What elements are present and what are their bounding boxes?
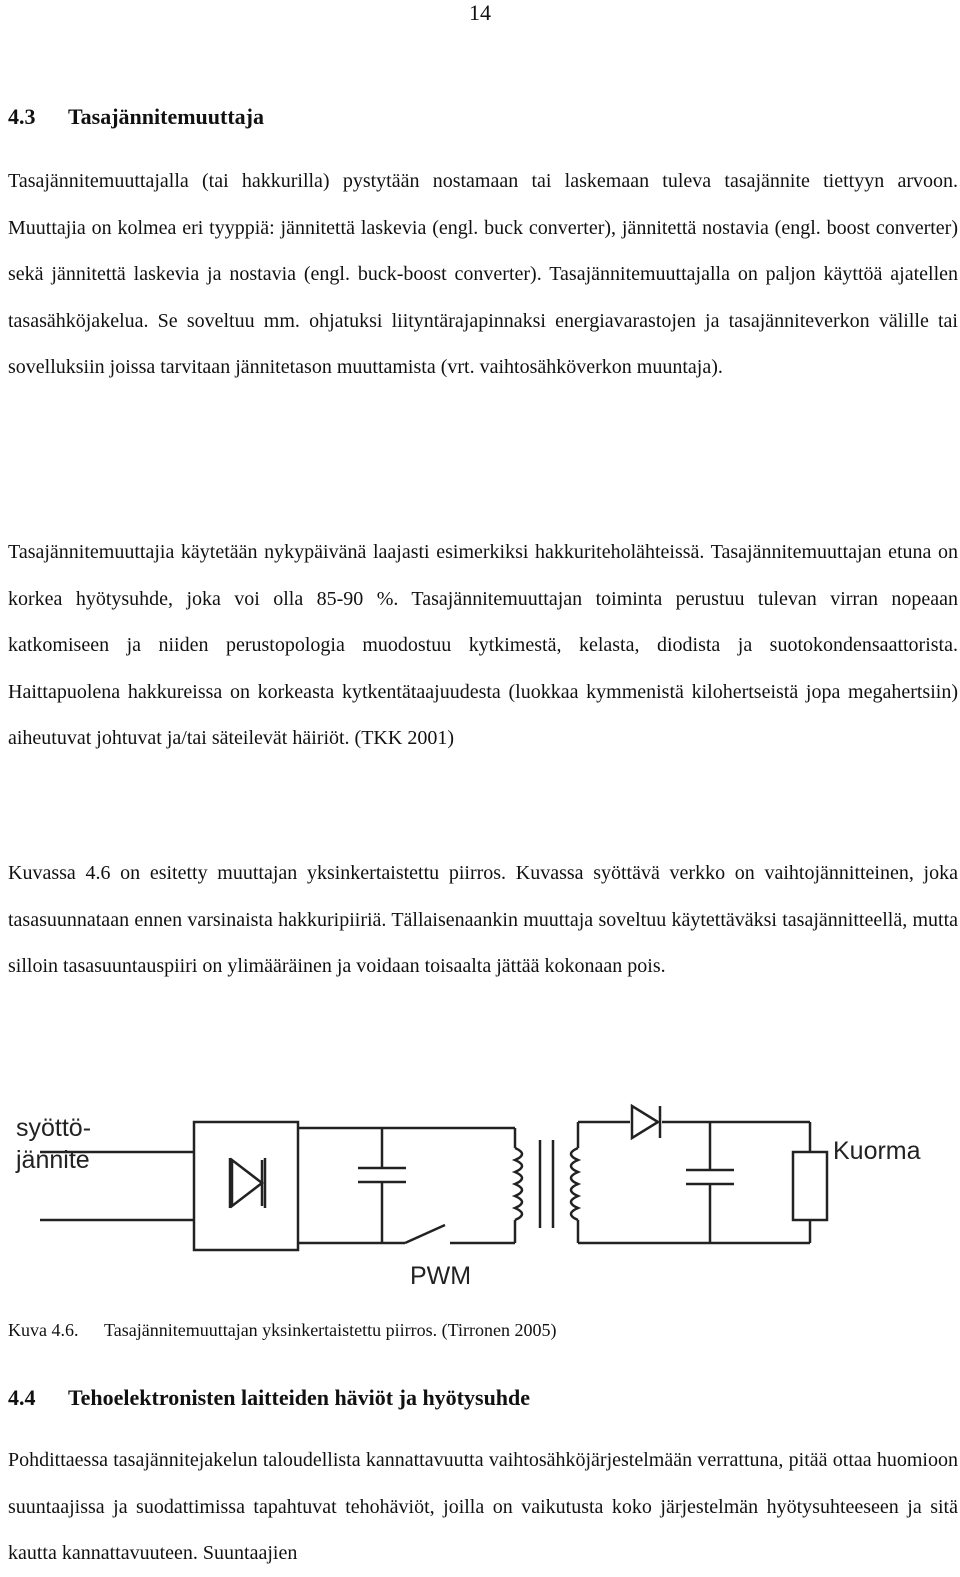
circuit-diagram [0, 1088, 960, 1293]
section-number: 4.3 [8, 104, 36, 129]
paragraph-figure-intro: Kuvassa 4.6 on esitetty muuttajan yksinkertaistettu piirros. Kuvassa syöttävä verkko on vaihtojännitteinen, joka tasasuunnataan ennen varsinaista hakkuripiiriä. Tällaisenaankin muuttaja soveltuu käytettäväksi tasajännitteellä, mutta silloin tasasuuntauspiiri on ylimääräinen ja voidaan toisaalta jättää kokonaan pois. [8, 862, 958, 977]
figure-caption [8, 1318, 557, 1342]
section-title: Tasajännitemuuttaja [68, 104, 264, 129]
section-title: Tehoelektronisten laitteiden häviöt ja hyötysuhde [68, 1385, 531, 1410]
paragraph-intro: Tasajännitemuuttajalla (tai hakkurilla) pystytään nostamaan tai laskemaan tuleva tasajännite tiettyyn arvoon. Muuttajia on kolmea eri tyyppiä: jännitettä laskevia (engl. buck converter), jännitettä nostavia (engl. boost converter) sekä jännitettä laskevia ja nostavia (engl. buck-boost converter). Tasajännitemuuttajalla on paljon käyttöä ajatellen tasasähköjakelua. Se soveltuu mm. ohjatuksi liityntärajapinnaksi energiavarastojen ja tasajänniteverkon välille tai sovelluksiin joissa tarvitaan jännitetason muuttamista (vrt. vaihtosähköverkon muuntaja). [8, 170, 958, 378]
label-load: Kuorma [833, 1137, 921, 1165]
section-heading-4-4 [8, 1385, 530, 1411]
label-supply-line1: syöttö- [16, 1114, 92, 1142]
label-pwm: PWM [410, 1262, 472, 1290]
section-heading-4-3 [8, 104, 264, 130]
rectifier-block [194, 1122, 298, 1250]
rectifier-diode [232, 1160, 262, 1206]
paragraph-losses: Pohdittaessa tasajännitejakelun taloudellista kannattavuutta vaihtosähköjärjestelmään verrattuna, pitää ottaa huomioon suuntaajissa ja suodattimissa tapahtuvat tehohäviöt, joilla on vaikutusta koko järjestelmän hyötysuhteeseen ja sitä kautta kannattavuuteen. Suuntaajien [8, 1449, 958, 1564]
caption-text: Tasajännitemuuttajan yksinkertaistettu piirros. (Tirronen 2005) [104, 1320, 557, 1340]
label-supply-line2: jännite [16, 1146, 90, 1174]
load-resistor [793, 1152, 827, 1220]
output-diode [632, 1106, 658, 1138]
caption-number: Kuva 4.6. [8, 1320, 79, 1340]
section-number: 4.4 [8, 1385, 36, 1410]
page-number: 14 [469, 0, 491, 25]
paragraph-usage: Tasajännitemuuttajia käytetään nykypäivänä laajasti esimerkiksi hakkuriteholähteissä. Tasajännitemuuttajan etuna on korkea hyötysuhde, joka voi olla 85-90 %. Tasajännitemuuttajan toiminta perustuu tulevan virran nopeaan katkomiseen ja niiden perustopologia muodostuu kytkimestä, kelasta, diodista ja suotokondensaattorista. Haittapuolena hakkureissa on korkeasta kytkentätaajuudesta (luokkaa kymmenistä kilohertseistä jopa megahertsiin) aiheutuvat johtuvat ja/tai säteilevät häiriöt. (TKK 2001) [8, 541, 958, 749]
